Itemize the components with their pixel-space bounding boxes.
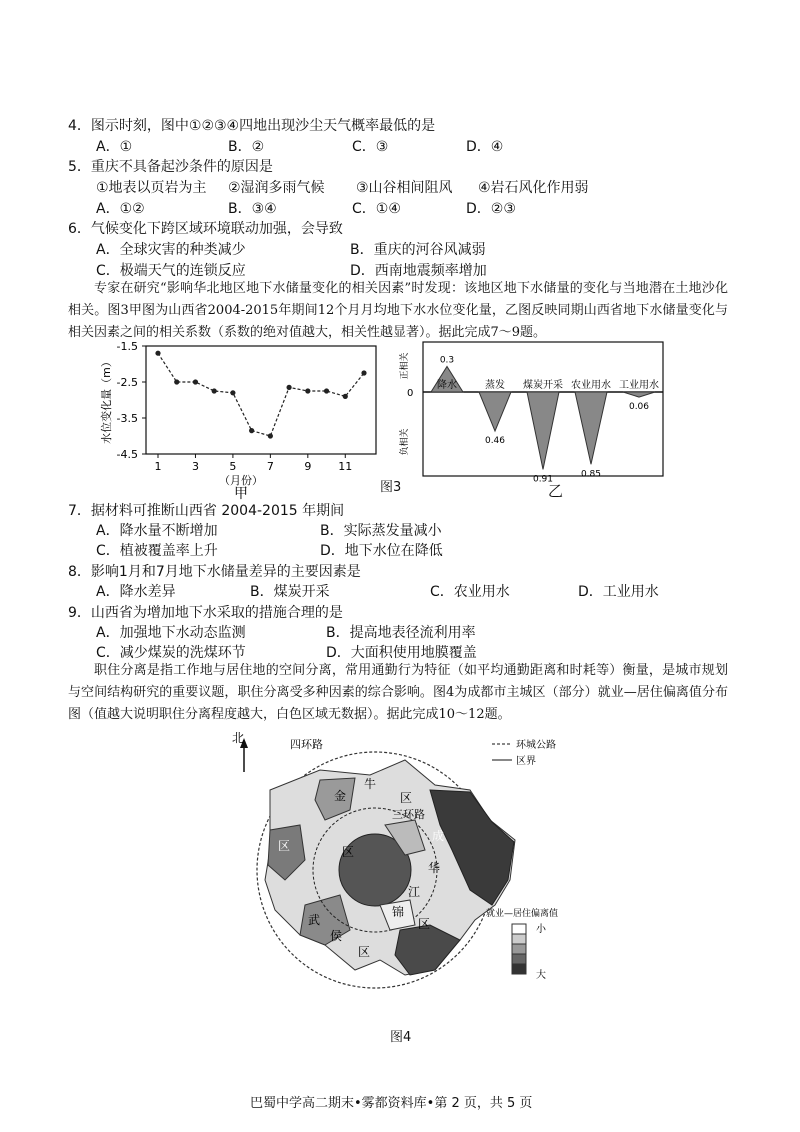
value-label: 0.85	[580, 469, 602, 480]
north-label: 北	[232, 731, 245, 745]
y-axis-label: 水位变化量（m）	[100, 356, 113, 444]
category-label: 蒸发	[485, 380, 505, 391]
chart-correlation	[395, 338, 670, 498]
chart-b-title: 乙	[548, 482, 564, 500]
chart-a-frame	[146, 346, 376, 454]
q5-option-a: A．①②	[96, 201, 145, 217]
category-label: 农业用水	[571, 380, 611, 391]
zero-label: 0	[407, 388, 414, 399]
q7-option-a: A．降水量不断增加	[96, 523, 218, 539]
legend-swatch-1	[512, 924, 526, 934]
north-arrow-icon	[232, 731, 248, 772]
x-tick-label: 11	[338, 460, 353, 473]
value-label: 0.46	[484, 436, 506, 447]
q5-item-2: ②湿润多雨气候	[228, 180, 325, 196]
ring3-label: 三环路	[392, 808, 425, 821]
series-line	[158, 353, 364, 436]
char-hou: 侯	[330, 929, 343, 943]
legend-large: 大	[536, 970, 546, 981]
q7-option-c: C．植被覆盖率上升	[96, 543, 218, 559]
q8-option-c: C．农业用水	[430, 584, 510, 600]
q5-option-d: D．②③	[466, 201, 516, 217]
char-jin2: 锦	[392, 905, 405, 919]
data-point	[155, 351, 160, 356]
q8-option-b: B．煤炭开采	[250, 584, 330, 600]
value-label: 0.91	[532, 474, 554, 485]
bar-4	[623, 392, 655, 397]
q7-option-d: D．地下水位在降低	[320, 543, 443, 559]
pos-label: 正相关	[400, 352, 410, 380]
q7-option-b: B．实际蒸发量减小	[320, 523, 442, 539]
legend-boundary-label: 区界	[516, 756, 536, 767]
q9-option-b: B．提高地表径流利用率	[326, 625, 476, 641]
char-qu-3: 区	[418, 917, 431, 931]
legend-title: 就业—居住偏离值	[486, 909, 559, 919]
data-point	[249, 428, 254, 433]
q8-option-a: A．降水差异	[96, 584, 176, 600]
char-qu-5: 区	[278, 839, 291, 853]
ring4-label: 四环路	[290, 738, 323, 751]
y-tick-label: -4.5	[116, 448, 138, 461]
page-footer: 巴蜀中学高二期末•雾都资料库•第 2 页，共 5 页	[250, 1096, 533, 1111]
q5-item-3: ③山谷相间阻风	[356, 180, 453, 196]
bar-3	[575, 392, 607, 464]
category-label: 工业用水	[619, 380, 659, 391]
legend-swatch-2	[512, 934, 526, 944]
data-point	[324, 388, 329, 393]
data-point	[212, 388, 217, 393]
y-tick-label: -1.5	[116, 340, 138, 353]
char-jiang: 江	[408, 885, 421, 899]
q9-stem: 9．山西省为增加地下水采取的措施合理的是	[68, 605, 343, 621]
char-cheng: 成	[432, 829, 445, 843]
data-point	[193, 379, 198, 384]
q9-option-d: D．大面积使用地膜覆盖	[326, 645, 477, 661]
data-point	[361, 370, 366, 375]
q8-stem: 8．影响1月和7月地下水储量差异的主要因素是	[68, 564, 361, 580]
q4-option-d: D．④	[466, 139, 504, 155]
neg-label: 负相关	[400, 428, 410, 456]
char-niu: 牛	[364, 777, 377, 791]
q6-stem: 6．气候变化下跨区域环境联动加强，会导致	[68, 221, 343, 237]
q4-option-b: B．②	[228, 139, 265, 155]
data-point	[268, 433, 273, 438]
data-point	[343, 394, 348, 399]
x-tick-label: 3	[191, 460, 199, 473]
char-jin: 金	[334, 789, 347, 803]
data-point	[174, 379, 179, 384]
chart-groundwater-level	[88, 338, 388, 500]
q5-option-c: C．①④	[352, 201, 401, 217]
chart-a-title: 甲	[234, 486, 248, 500]
char-qu-1: 区	[400, 791, 413, 805]
y-tick-label: -2.5	[116, 376, 138, 389]
legend-swatch-4	[512, 954, 526, 964]
q4-option-c: C．③	[352, 139, 389, 155]
data-point	[230, 390, 235, 395]
figure-4-label: 图4	[390, 1030, 412, 1045]
x-tick-label: 7	[266, 460, 274, 473]
q4-stem: 4．图示时刻，图中①②③④四地出现沙尘天气概率最低的是	[68, 118, 436, 134]
x-tick-label: 5	[229, 460, 237, 473]
data-point	[305, 388, 310, 393]
figure-3-label: 图3	[380, 480, 402, 495]
char-hua: 华	[428, 861, 441, 875]
q6-option-a: A．全球灾害的种类减少	[96, 242, 246, 258]
q9-option-a: A．加强地下水动态监测	[96, 625, 246, 641]
q6-option-c: C．极端天气的连锁反应	[96, 263, 246, 279]
q5-item-1: ①地表以页岩为主	[96, 180, 207, 196]
legend-small: 小	[536, 924, 546, 935]
q5-stem: 5．重庆不具备起沙条件的原因是	[68, 159, 273, 175]
category-label: 降水	[437, 380, 457, 391]
q8-option-d: D．工业用水	[578, 584, 659, 600]
passage-10-12: 职住分离是指工作地与居住地的空间分离，常用通勤行为特征（如平均通勤距离和时耗等）衡量，是城市规划与空间结构研究的重要议题，职住分离受多种因素的综合影响。图4为成都市主城区（部分）就业—居住偏离值分布图（值越大说明职住分离程度越大，白色区域无数据）。据此完成10～12题。	[68, 663, 728, 722]
data-point	[286, 385, 291, 390]
legend-road-label: 环城公路	[516, 740, 556, 751]
q4-option-a: A．①	[96, 139, 133, 155]
char-qu-4: 区	[358, 945, 371, 959]
char-wu: 武	[308, 913, 321, 927]
q5-item-4: ④岩石风化作用弱	[478, 180, 589, 196]
legend-swatch-3	[512, 944, 526, 954]
q9-option-c: C．减少煤炭的洗煤环节	[96, 645, 246, 661]
x-tick-label: 9	[304, 460, 312, 473]
value-label: 0.3	[439, 355, 455, 366]
bar-1	[479, 392, 511, 431]
q6-option-d: D．西南地震频率增加	[350, 263, 487, 279]
x-axis-label: （月份）	[219, 474, 263, 487]
q6-option-b: B．重庆的河谷风减弱	[350, 242, 486, 258]
category-label: 煤炭开采	[523, 380, 563, 391]
figure-4-map	[230, 730, 560, 1000]
bar-2	[527, 392, 559, 469]
value-label: 0.06	[628, 402, 650, 413]
char-qu-2: 区	[342, 845, 355, 859]
x-tick-label: 1	[154, 460, 162, 473]
legend-swatch-5	[512, 964, 526, 974]
y-tick-label: -3.5	[116, 412, 138, 425]
q7-stem: 7．据材料可推断山西省 2004-2015 年期间	[68, 503, 345, 519]
q5-option-b: B．③④	[228, 201, 277, 217]
passage-7-9: 专家在研究“影响华北地区地下水储量变化的相关因素”时发现：该地区地下水储量的变化与当地潜在土地沙化相关。图3甲图为山西省2004-2015年期间12个月月均地下水水位变化量，乙图反映同期山西省地下水储量变化与相关因素之间的相关系数（系数的绝对值越大，相关性越显著）。据此完成7～9题。	[68, 281, 728, 340]
